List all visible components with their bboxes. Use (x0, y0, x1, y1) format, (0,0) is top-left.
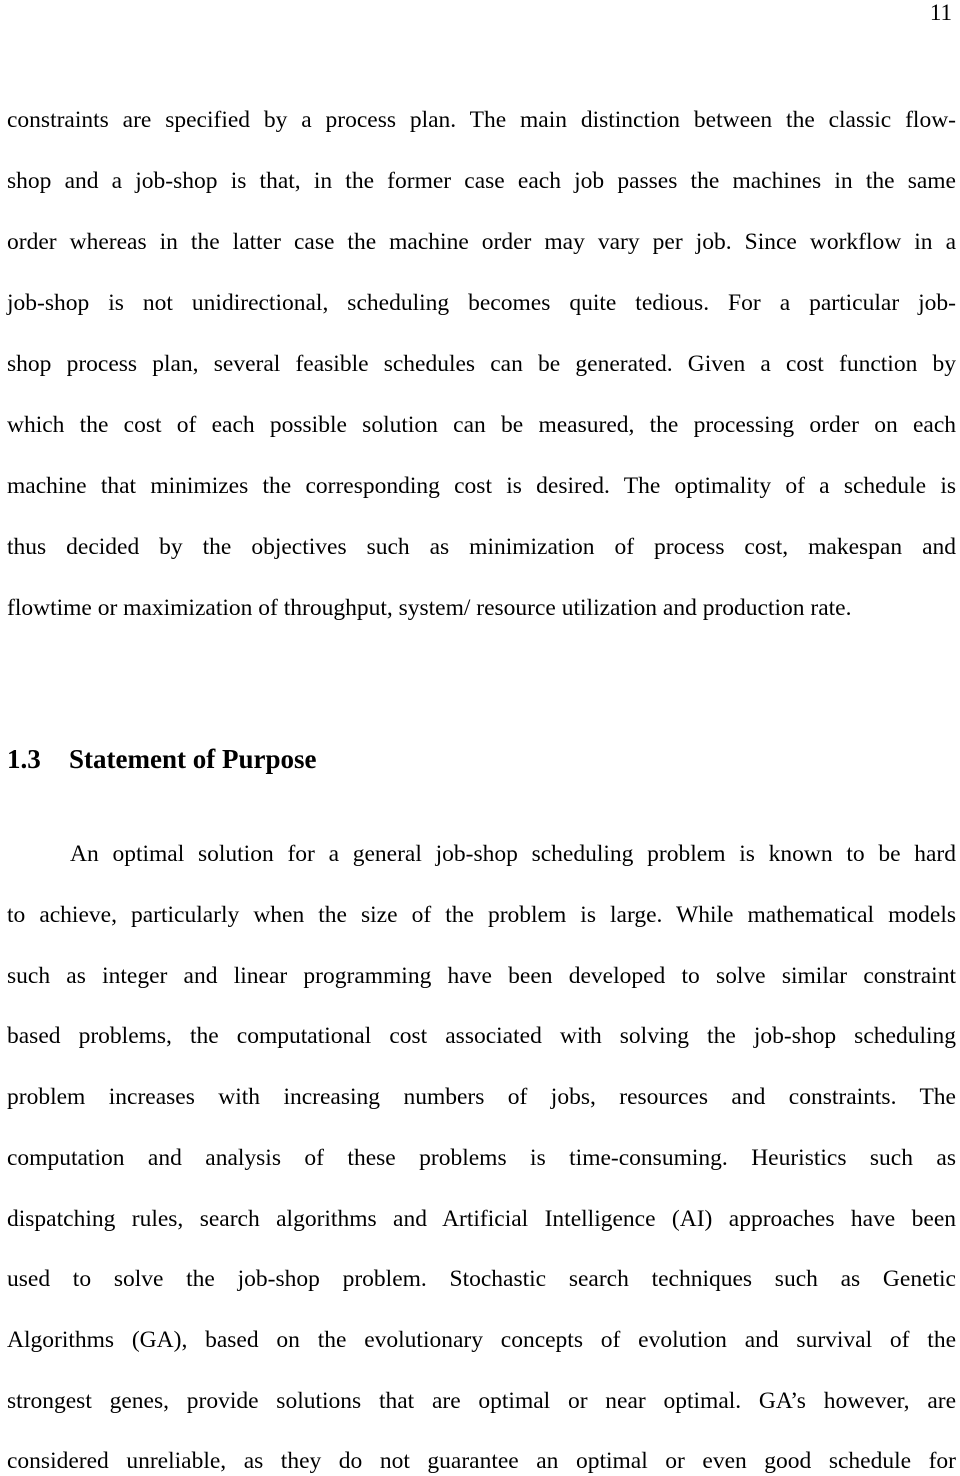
text-line: to achieve, particularly when the size of the problem is large. While mathematical models (7, 902, 956, 928)
text-line: considered unreliable, as they do not guarantee an optimal or even good schedule for (7, 1448, 956, 1474)
text-line: such as integer and linear programming have been developed to solve similar constraint (7, 963, 956, 989)
text-line: constraints are specified by a process plan. The main distinction between the classic flow- (7, 107, 956, 133)
text-line: used to solve the job-shop problem. Stochastic search techniques such as Genetic (7, 1266, 956, 1292)
section-title: Statement of Purpose (69, 744, 317, 774)
section-number: 1.3 (7, 744, 41, 774)
text-line: shop and a job-shop is that, in the former case each job passes the machines in the same (7, 168, 956, 194)
text-line: problem increases with increasing numbers of jobs, resources and constraints. The (7, 1084, 956, 1110)
text-line: machine that minimizes the corresponding cost is desired. The optimality of a schedule is (7, 473, 956, 499)
text-line: shop process plan, several feasible schedules can be generated. Given a cost function by (7, 351, 956, 377)
text-line: An optimal solution for a general job-shop scheduling problem is known to be hard (70, 841, 956, 867)
text-line: which the cost of each possible solution can be measured, the processing order on each (7, 412, 956, 438)
text-line: computation and analysis of these problems is time-consuming. Heuristics such as (7, 1145, 956, 1171)
page-number: 11 (929, 0, 952, 25)
text-line: job-shop is not unidirectional, scheduling becomes quite tedious. For a particular job- (7, 290, 956, 316)
text-line: dispatching rules, search algorithms and Artificial Intelligence (AI) approaches have been (7, 1206, 956, 1232)
text-line: thus decided by the objectives such as minimization of process cost, makespan and (7, 534, 956, 560)
text-line: order whereas in the latter case the machine order may vary per job. Since workflow in a (7, 229, 956, 255)
text-line: Algorithms (GA), based on the evolutionary concepts of evolution and survival of the (7, 1327, 956, 1353)
text-line: strongest genes, provide solutions that are optimal or near optimal. GA’s however, are (7, 1388, 956, 1414)
text-line: flowtime or maximization of throughput, system/ resource utilization and production rate. (7, 595, 852, 621)
section-heading (7, 743, 316, 775)
text-line: based problems, the computational cost associated with solving the job-shop scheduling (7, 1023, 956, 1049)
